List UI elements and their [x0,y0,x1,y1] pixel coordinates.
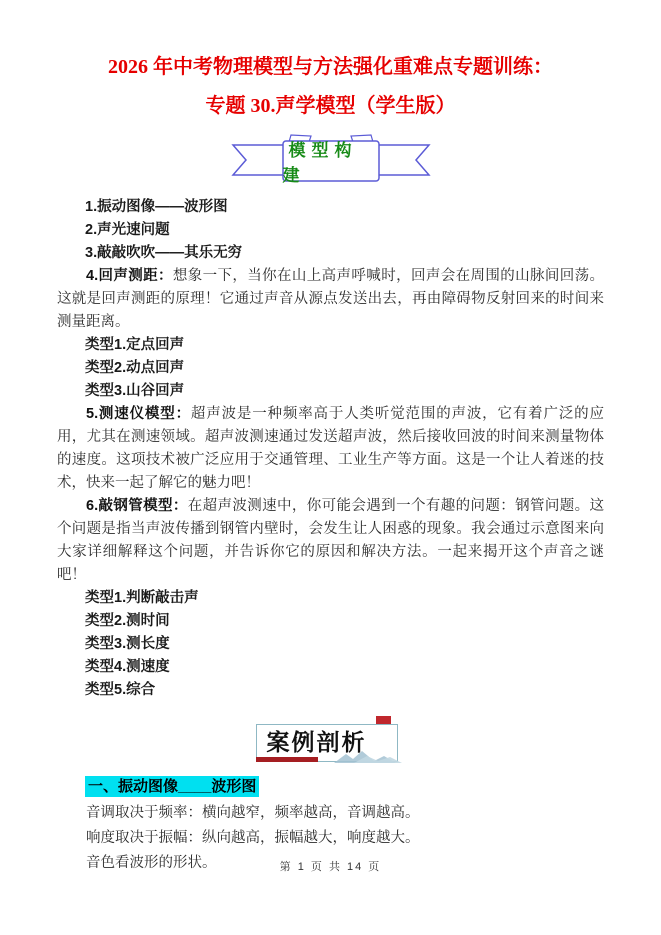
steel-pipe-text: 在超声波测速中，你可能会遇到一个有趣的问题：钢管问题。这个问题是指当声波传播到钢管内壁时，会发生让人困惑的现象。我会通过示意图来向大家详细解释这个问题，并告诉你它的原因和解决方法。一起来揭开这个声音之谜吧！ [57,498,604,583]
steel-pipe-paragraph [57,495,604,587]
pipe-type-3: 类型3.测长度 [85,636,170,652]
pipe-type-5: 类型5.综合 [85,682,156,698]
echo-ranging-paragraph [57,265,604,334]
page-number-footer: 第 1 页 共 14 页 [279,861,382,873]
speed-gun-paragraph [57,403,604,495]
red-bar-decoration [256,757,318,762]
model-item-2: 2.声光速问题 [85,222,170,238]
case-analysis-banner [256,716,406,768]
speed-gun-text: 超声波是一种频率高于人类听觉范围的声波，它有着广泛的应用，尤其在测速领域。超声波测速通过发送超声波，然后接收回波的时间来测量物体的速度。这项技术被广泛应用于交通管理、工业生产等方面。这是一个让人着迷的技术，快来一起了解它的魅力吧！ [57,406,604,491]
echo-ranging-text: 想象一下，当你在山上高声呼喊时，回声会在周围的山脉间回荡。这就是回声测距的原理！它通过声音从源点发送出去，再由障碍物反射回来的时间来测量距离。 [57,268,605,330]
echo-type-1: 类型1.定点回声 [85,337,185,353]
loudness-line: 响度取决于振幅：纵向越高，振幅越大，响度越大。 [86,830,420,846]
pipe-type-1: 类型1.判断敲击声 [85,590,199,606]
model-item-3: 3.敲敲吹吹——其乐无穷 [85,245,243,261]
steel-pipe-lead: 6.敲钢管模型： [86,498,188,514]
echo-ranging-lead: 4.回声测距： [86,268,173,284]
timbre-line: 音色看波形的形状。 [86,855,217,871]
model-build-banner [231,132,431,188]
pitch-line: 音调取决于频率：横向越窄，频率越高，音调越高。 [86,805,420,821]
doc-title-line1: 2026 年中考物理模型与方法强化重难点专题训练： [108,56,553,78]
echo-type-3: 类型3.山谷回声 [85,383,185,399]
pipe-type-2: 类型2.测时间 [85,613,170,629]
case-analysis-banner-label: 案例剖析 [266,729,367,755]
model-build-banner-label: 模型构建 [282,141,358,185]
echo-type-2: 类型2.动点回声 [85,360,185,376]
speed-gun-lead: 5.测速仪模型： [86,406,191,422]
model-section [57,196,604,702]
section-heading-highlight: 一、振动图像____波形图 [85,776,259,797]
section-heading-row [57,776,604,797]
doc-title-line2: 专题 30.声学模型（学生版） [205,95,456,117]
pipe-type-4: 类型4.测速度 [85,659,170,675]
model-item-1: 1.振动图像——波形图 [85,199,228,215]
